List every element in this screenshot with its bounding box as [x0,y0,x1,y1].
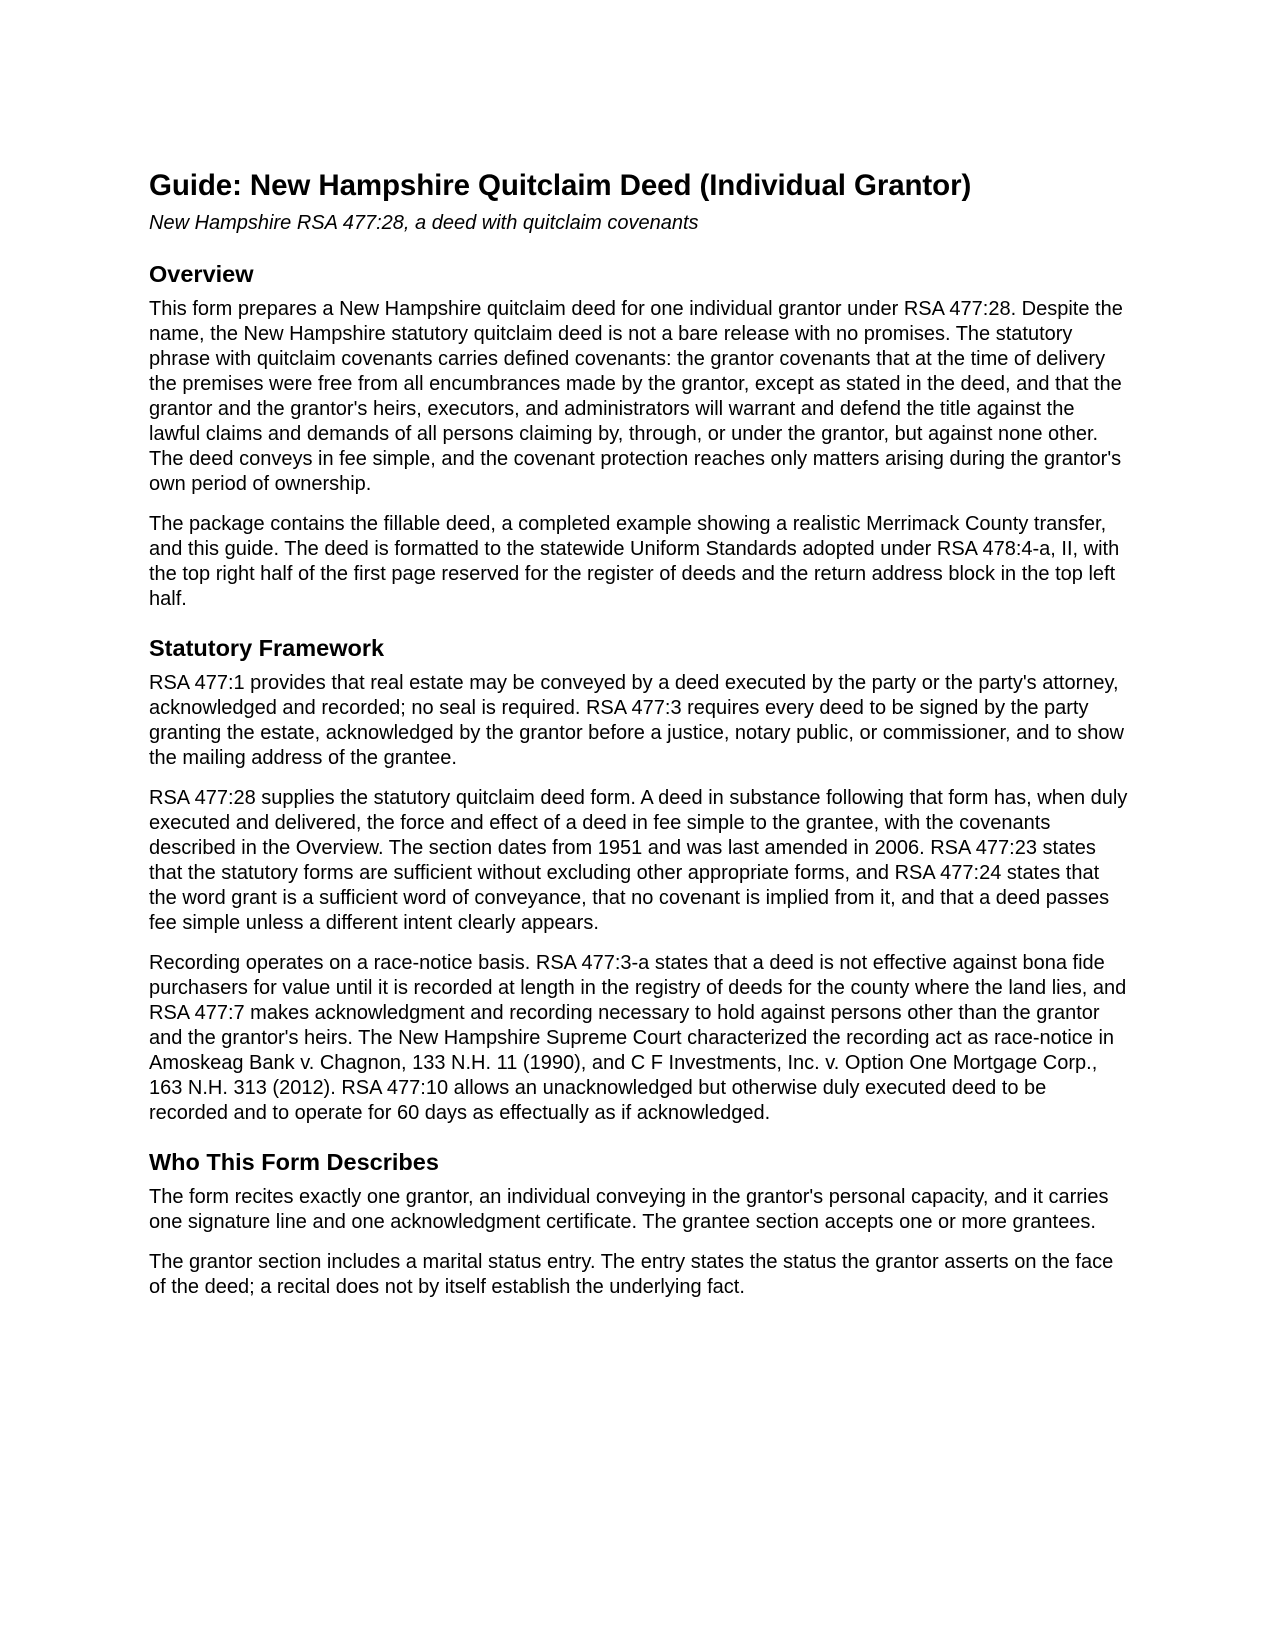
section-paragraph: The form recites exactly one grantor, an individual conveying in the grantor's personal capacity, and it carries one signature line and one acknowledgment certificate. The grantee section accepts one or more grantees. [149,1186,1109,1233]
section-paragraph: This form prepares a New Hampshire quitclaim deed for one individual grantor under RSA 477:28. Despite the name, the New Hampshire statutory quitclaim deed is not a bare release with no promises. The statutory phrase with quitclaim covenants carries defined covenants: the grantor covenants that at the time of delivery the premises were free from all encumbrances made by the grantor, except as stated in the deed, and that the grantor and the grantor's heirs, executors, and administrators will warrant and defend the title against the lawful claims and demands of all persons claiming by, through, or under the grantor, but against none other. The deed conveys in fee simple, and the covenant protection reaches only matters arising during the grantor's own period of ownership. [149,298,1123,495]
section-paragraph: RSA 477:28 supplies the statutory quitclaim deed form. A deed in substance following that form has, when duly executed and delivered, the force and effect of a deed in fee simple to the grantee, with the covenants described in the Overview. The section dates from 1951 and was last amended in 2006. RSA 477:23 states that the statutory forms are sufficient without excluding other appropriate forms, and RSA 477:24 states that the word grant is a sufficient word of conveyance, that no covenant is implied from it, and that a deed passes fee simple unless a different intent clearly appears. [149,787,1128,934]
section-paragraph: The package contains the fillable deed, a completed example showing a realistic Merrimack County transfer, and this guide. The deed is formatted to the statewide Uniform Standards adopted under RSA 478:4-a, II, with the top right half of the first page reserved for the register of deeds and the return address block in the top left half. [149,513,1120,610]
section-statutory-framework [149,634,1129,1126]
section-paragraph: Recording operates on a race-notice basis. RSA 477:3-a states that a deed is not effective against bona fide purchasers for value until it is recorded at length in the registry of deeds for the county where the land lies, and RSA 477:7 makes acknowledgment and recording necessary to hold against persons other than the grantor and the grantor's heirs. The New Hampshire Supreme Court characterized the recording act as race-notice in Amoskeag Bank v. Chagnon, 133 N.H. 11 (1990), and C F Investments, Inc. v. Option One Mortgage Corp., 163 N.H. 313 (2012). RSA 477:10 allows an unacknowledged but otherwise duly executed deed to be recorded and to operate for 60 days as effectually as if acknowledged. [149,952,1127,1124]
section-heading: Overview [149,261,254,287]
page-subtitle: New Hampshire RSA 477:28, a deed with quitclaim covenants [149,212,699,234]
section-paragraph: RSA 477:1 provides that real estate may be conveyed by a deed executed by the party or the party's attorney, acknowledged and recorded; no seal is required. RSA 477:3 requires every deed to be signed by the party granting the estate, acknowledged by the grantor before a justice, notary public, or commissioner, and to show the mailing address of the grantee. [149,672,1124,769]
section-heading: Statutory Framework [149,635,385,661]
page-title: Guide: New Hampshire Quitclaim Deed (Individual Grantor) [149,169,972,202]
section-paragraph: The grantor section includes a marital status entry. The entry states the status the grantor asserts on the face of the deed; a recital does not by itself establish the underlying fact. [149,1251,1114,1298]
document-page [149,168,1129,1300]
section-who-this-form-describes [149,1148,1129,1300]
section-overview [149,260,1129,612]
section-heading: Who This Form Describes [149,1149,439,1175]
